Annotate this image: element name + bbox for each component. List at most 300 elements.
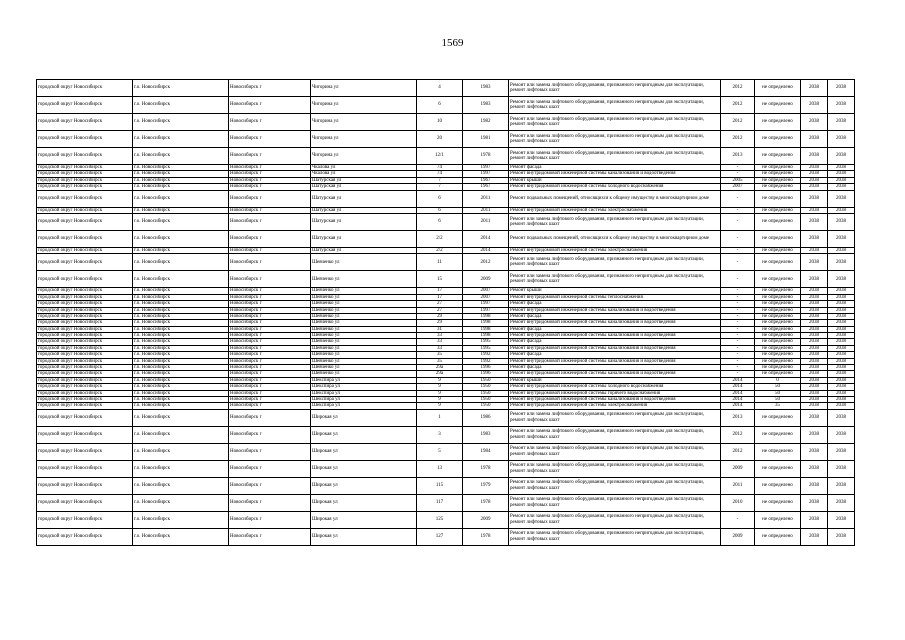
cell-house: 29 <box>417 320 463 326</box>
cell-plan2: 2038 <box>828 409 855 426</box>
cell-fact: - <box>721 294 755 300</box>
cell-status: не определено <box>755 477 801 494</box>
cell-plan1: 2038 <box>801 352 828 358</box>
cell-work: Ремонт крыши <box>509 288 721 294</box>
cell-city: Новосибирск г <box>229 396 311 402</box>
table-row <box>37 477 855 494</box>
table-row <box>37 114 855 131</box>
cell-plan2: 2038 <box>828 131 855 148</box>
cell-status: не определено <box>755 207 801 213</box>
cell-year: 2014 <box>463 247 509 253</box>
cell-status: 50 <box>755 390 801 396</box>
cell-street: Широкая ул <box>311 494 417 511</box>
cell-fact: 2013 <box>721 148 755 165</box>
table-row <box>37 131 855 148</box>
cell-year: 1950 <box>463 390 509 396</box>
cell-okrug: городской округ Новосибирск <box>37 254 133 271</box>
cell-okrug: городской округ Новосибирск <box>37 358 133 364</box>
cell-work: Ремонт или замена лифтового оборудования, признанного непригодным для эксплуатации, ремонт лифтовых шахт <box>509 80 721 97</box>
cell-street: Шатурская ул <box>311 247 417 253</box>
cell-plan1: 2038 <box>801 511 828 528</box>
cell-plan2: 2038 <box>828 403 855 409</box>
cell-work: Ремонт или замена лифтового оборудования, признанного непригодным для эксплуатации, ремонт лифтовых шахт <box>509 460 721 477</box>
table-row <box>37 148 855 165</box>
cell-okrug: городской округ Новосибирск <box>37 271 133 288</box>
cell-okrug: городской округ Новосибирск <box>37 230 133 247</box>
cell-status: не определено <box>755 213 801 230</box>
cell-plan2: 2038 <box>828 254 855 271</box>
cell-city: Новосибирск г <box>229 165 311 171</box>
cell-okrug: городской округ Новосибирск <box>37 213 133 230</box>
cell-work: Ремонт внутридомовой инженерной системы канализования и водоотведения <box>509 358 721 364</box>
cell-okrug: городской округ Новосибирск <box>37 409 133 426</box>
cell-work: Ремонт внутридомовой инженерной системы теплоснабжения <box>509 294 721 300</box>
cell-year: 1992 <box>463 352 509 358</box>
cell-plan1: 2038 <box>801 494 828 511</box>
cell-obrazovanie: г.о. Новосибирск <box>133 207 229 213</box>
cell-house: 74 <box>417 165 463 171</box>
cell-status: не определено <box>755 352 801 358</box>
cell-obrazovanie: г.о. Новосибирск <box>133 460 229 477</box>
cell-status: не определено <box>755 494 801 511</box>
cell-street: Шевченко ул <box>311 307 417 313</box>
cell-fact: 2009 <box>721 528 755 545</box>
cell-street: Шевченко ул <box>311 320 417 326</box>
cell-okrug: городской округ Новосибирск <box>37 301 133 307</box>
cell-year: 1997 <box>463 171 509 177</box>
cell-status: 0 <box>755 377 801 383</box>
cell-year: 1983 <box>463 97 509 114</box>
cell-obrazovanie: г.о. Новосибирск <box>133 377 229 383</box>
cell-okrug: городской округ Новосибирск <box>37 148 133 165</box>
cell-house: 9 <box>417 377 463 383</box>
cell-plan1: 2038 <box>801 307 828 313</box>
cell-fact: 2012 <box>721 114 755 131</box>
cell-plan2: 2038 <box>828 528 855 545</box>
cell-plan2: 2038 <box>828 426 855 443</box>
cell-work: Ремонт или замена лифтового оборудования, признанного непригодным для эксплуатации, ремонт лифтовых шахт <box>509 528 721 545</box>
cell-work: Ремонт внутридомовой инженерной системы канализования и водоотведения <box>509 333 721 339</box>
cell-fact: 2012 <box>721 80 755 97</box>
cell-plan1: 2038 <box>801 213 828 230</box>
cell-obrazovanie: г.о. Новосибирск <box>133 190 229 207</box>
cell-fact: 2012 <box>721 443 755 460</box>
cell-street: Шатурская ул <box>311 177 417 183</box>
cell-obrazovanie: г.о. Новосибирск <box>133 184 229 190</box>
cell-obrazovanie: г.о. Новосибирск <box>133 403 229 409</box>
cell-work: Ремонт внутридомовой инженерной системы канализования и водоотведения <box>509 320 721 326</box>
cell-street: Шевченко ул <box>311 371 417 377</box>
cell-fact: - <box>721 230 755 247</box>
cell-city: Новосибирск г <box>229 352 311 358</box>
cell-house: 33 <box>417 333 463 339</box>
cell-obrazovanie: г.о. Новосибирск <box>133 131 229 148</box>
cell-house: 12/1 <box>417 148 463 165</box>
cell-obrazovanie: г.о. Новосибирск <box>133 177 229 183</box>
cell-fact: 2012 <box>721 131 755 148</box>
table-row <box>37 494 855 511</box>
cell-street: Шевченко ул <box>311 333 417 339</box>
cell-fact: - <box>721 320 755 326</box>
cell-obrazovanie: г.о. Новосибирск <box>133 365 229 371</box>
cell-city: Новосибирск г <box>229 301 311 307</box>
cell-house: 6 <box>417 207 463 213</box>
cell-city: Новосибирск г <box>229 358 311 364</box>
cell-street: Чигорина ул <box>311 148 417 165</box>
cell-plan2: 2038 <box>828 301 855 307</box>
cell-obrazovanie: г.о. Новосибирск <box>133 409 229 426</box>
cell-city: Новосибирск г <box>229 333 311 339</box>
cell-plan2: 2038 <box>828 313 855 319</box>
cell-work: Ремонт фасада <box>509 326 721 332</box>
cell-fact: 2009 <box>721 460 755 477</box>
cell-obrazovanie: г.о. Новосибирск <box>133 396 229 402</box>
cell-status: не определено <box>755 294 801 300</box>
cell-house: 33 <box>417 339 463 345</box>
cell-year: 1998 <box>463 326 509 332</box>
cell-okrug: городской округ Новосибирск <box>37 528 133 545</box>
cell-street: Широкая ул <box>311 460 417 477</box>
cell-plan2: 2038 <box>828 148 855 165</box>
cell-status: не определено <box>755 148 801 165</box>
cell-plan2: 2038 <box>828 207 855 213</box>
cell-year: 1983 <box>463 80 509 97</box>
cell-status: не определено <box>755 230 801 247</box>
cell-work: Ремонт фасада <box>509 365 721 371</box>
cell-street: Шевченко ул <box>311 339 417 345</box>
cell-obrazovanie: г.о. Новосибирск <box>133 511 229 528</box>
cell-okrug: городской округ Новосибирск <box>37 190 133 207</box>
cell-house: 117 <box>417 494 463 511</box>
cell-fact: 2014 <box>721 390 755 396</box>
table-row <box>37 511 855 528</box>
cell-fact: - <box>721 352 755 358</box>
cell-city: Новосибирск г <box>229 403 311 409</box>
cell-house: 20 <box>417 131 463 148</box>
cell-work: Ремонт подвальных помещений, относящихся к общему имуществу в многоквартирном доме <box>509 190 721 207</box>
cell-status: не определено <box>755 443 801 460</box>
cell-year: 2007 <box>463 288 509 294</box>
cell-okrug: городской округ Новосибирск <box>37 326 133 332</box>
cell-work: Ремонт внутридомовой инженерной системы канализования и водоотведения <box>509 345 721 351</box>
cell-plan2: 2038 <box>828 213 855 230</box>
cell-street: Чкалова ул <box>311 165 417 171</box>
cell-fact: 2007 <box>721 184 755 190</box>
table-row <box>37 528 855 545</box>
cell-plan2: 2038 <box>828 326 855 332</box>
cell-okrug: городской округ Новосибирск <box>37 396 133 402</box>
cell-work: Ремонт фасада <box>509 165 721 171</box>
cell-obrazovanie: г.о. Новосибирск <box>133 339 229 345</box>
cell-obrazovanie: г.о. Новосибирск <box>133 313 229 319</box>
table-row <box>37 460 855 477</box>
cell-plan2: 2038 <box>828 460 855 477</box>
cell-work: Ремонт внутридомовой инженерной системы канализования и водоотведения <box>509 171 721 177</box>
cell-okrug: городской округ Новосибирск <box>37 131 133 148</box>
cell-plan1: 2038 <box>801 333 828 339</box>
cell-obrazovanie: г.о. Новосибирск <box>133 254 229 271</box>
cell-year: 1967 <box>463 184 509 190</box>
cell-city: Новосибирск г <box>229 384 311 390</box>
cell-plan2: 2038 <box>828 288 855 294</box>
cell-okrug: городской округ Новосибирск <box>37 371 133 377</box>
cell-okrug: городской округ Новосибирск <box>37 320 133 326</box>
cell-street: Шевченко ул <box>311 271 417 288</box>
cell-okrug: городской округ Новосибирск <box>37 460 133 477</box>
cell-fact: - <box>721 511 755 528</box>
cell-city: Новосибирск г <box>229 313 311 319</box>
cell-street: Шевченко ул <box>311 254 417 271</box>
cell-plan2: 2038 <box>828 190 855 207</box>
cell-fact: 2012 <box>721 97 755 114</box>
cell-house: 6 <box>417 97 463 114</box>
cell-work: Ремонт или замена лифтового оборудования, признанного непригодным для эксплуатации, ремонт лифтовых шахт <box>509 97 721 114</box>
cell-street: Широкая ул <box>311 511 417 528</box>
cell-year: 2009 <box>463 271 509 288</box>
cell-status: не определено <box>755 345 801 351</box>
cell-work: Ремонт или замена лифтового оборудования, признанного непригодным для эксплуатации, ремонт лифтовых шахт <box>509 271 721 288</box>
cell-house: 74 <box>417 171 463 177</box>
cell-okrug: городской округ Новосибирск <box>37 345 133 351</box>
cell-plan1: 2038 <box>801 477 828 494</box>
cell-house: 7 <box>417 184 463 190</box>
cell-obrazovanie: г.о. Новосибирск <box>133 247 229 253</box>
cell-plan2: 2038 <box>828 333 855 339</box>
cell-plan1: 2038 <box>801 409 828 426</box>
cell-year: 1986 <box>463 409 509 426</box>
cell-okrug: городской округ Новосибирск <box>37 207 133 213</box>
cell-obrazovanie: г.о. Новосибирск <box>133 97 229 114</box>
cell-city: Новосибирск г <box>229 460 311 477</box>
cell-status: не определено <box>755 426 801 443</box>
cell-street: Широкая ул <box>311 409 417 426</box>
cell-year: 2011 <box>463 207 509 213</box>
cell-house: 6 <box>417 213 463 230</box>
cell-plan2: 2038 <box>828 165 855 171</box>
cell-status: не определено <box>755 409 801 426</box>
cell-house: 27 <box>417 301 463 307</box>
cell-obrazovanie: г.о. Новосибирск <box>133 477 229 494</box>
cell-work: Ремонт внутридомовой инженерной системы холодного водоснабжения <box>509 184 721 190</box>
cell-work: Ремонт фасада <box>509 301 721 307</box>
cell-status: не определено <box>755 358 801 364</box>
cell-fact: - <box>721 207 755 213</box>
cell-year: 1997 <box>463 307 509 313</box>
cell-city: Новосибирск г <box>229 190 311 207</box>
cell-plan2: 2038 <box>828 345 855 351</box>
cell-work: Ремонт или замена лифтового оборудования, признанного непригодным для эксплуатации, ремонт лифтовых шахт <box>509 213 721 230</box>
cell-okrug: городской округ Новосибирск <box>37 377 133 383</box>
cell-work: Ремонт или замена лифтового оборудования, признанного непригодным для эксплуатации, ремонт лифтовых шахт <box>509 114 721 131</box>
cell-year: 1978 <box>463 528 509 545</box>
cell-street: Шатурская ул <box>311 207 417 213</box>
cell-obrazovanie: г.о. Новосибирск <box>133 494 229 511</box>
cell-obrazovanie: г.о. Новосибирск <box>133 213 229 230</box>
cell-city: Новосибирск г <box>229 477 311 494</box>
cell-house: 15 <box>417 271 463 288</box>
cell-fact: - <box>721 190 755 207</box>
cell-city: Новосибирск г <box>229 207 311 213</box>
cell-okrug: городской округ Новосибирск <box>37 80 133 97</box>
cell-plan1: 2038 <box>801 288 828 294</box>
cell-plan2: 2038 <box>828 307 855 313</box>
cell-house: 127 <box>417 528 463 545</box>
cell-city: Новосибирск г <box>229 213 311 230</box>
cell-year: 1998 <box>463 333 509 339</box>
cell-plan2: 2038 <box>828 294 855 300</box>
cell-status: не определено <box>755 333 801 339</box>
cell-obrazovanie: г.о. Новосибирск <box>133 114 229 131</box>
cell-status: не определено <box>755 131 801 148</box>
cell-city: Новосибирск г <box>229 288 311 294</box>
cell-work: Ремонт фасада <box>509 352 721 358</box>
cell-plan1: 2038 <box>801 371 828 377</box>
cell-house: 17 <box>417 288 463 294</box>
cell-city: Новосибирск г <box>229 114 311 131</box>
cell-city: Новосибирск г <box>229 184 311 190</box>
cell-obrazovanie: г.о. Новосибирск <box>133 320 229 326</box>
cell-okrug: городской округ Новосибирск <box>37 403 133 409</box>
cell-house: 2/2 <box>417 247 463 253</box>
cell-street: Чигорина ул <box>311 131 417 148</box>
cell-plan2: 2038 <box>828 365 855 371</box>
cell-street: Шекспира ул <box>311 384 417 390</box>
cell-plan2: 2038 <box>828 171 855 177</box>
cell-year: 1978 <box>463 148 509 165</box>
cell-plan2: 2038 <box>828 390 855 396</box>
cell-house: 33 <box>417 345 463 351</box>
cell-city: Новосибирск г <box>229 494 311 511</box>
cell-work: Ремонт или замена лифтового оборудования, признанного непригодным для эксплуатации, ремонт лифтовых шахт <box>509 494 721 511</box>
cell-plan1: 2038 <box>801 80 828 97</box>
cell-street: Шатурская ул <box>311 184 417 190</box>
cell-status: не определено <box>755 307 801 313</box>
cell-plan1: 2038 <box>801 190 828 207</box>
cell-status: не определено <box>755 97 801 114</box>
cell-plan1: 2038 <box>801 207 828 213</box>
cell-house: 9 <box>417 390 463 396</box>
table-row <box>37 254 855 271</box>
cell-obrazovanie: г.о. Новосибирск <box>133 371 229 377</box>
cell-city: Новосибирск г <box>229 148 311 165</box>
cell-fact: 2014 <box>721 396 755 402</box>
cell-obrazovanie: г.о. Новосибирск <box>133 345 229 351</box>
cell-year: 1997 <box>463 301 509 307</box>
cell-okrug: городской округ Новосибирск <box>37 352 133 358</box>
cell-plan2: 2038 <box>828 320 855 326</box>
cell-okrug: городской округ Новосибирск <box>37 247 133 253</box>
cell-plan1: 2038 <box>801 165 828 171</box>
cell-street: Шевченко ул <box>311 358 417 364</box>
cell-street: Шевченко ул <box>311 345 417 351</box>
cell-house: 35 <box>417 358 463 364</box>
cell-street: Шевченко ул <box>311 294 417 300</box>
cell-status: не определено <box>755 371 801 377</box>
cell-fact: - <box>721 254 755 271</box>
cell-fact: 2014 <box>721 403 755 409</box>
cell-year: 1979 <box>463 477 509 494</box>
cell-street: Чигорина ул <box>311 97 417 114</box>
cell-year: 1998 <box>463 320 509 326</box>
cell-obrazovanie: г.о. Новосибирск <box>133 271 229 288</box>
cell-house: 115 <box>417 477 463 494</box>
cell-city: Новосибирск г <box>229 409 311 426</box>
cell-year: 1996 <box>463 371 509 377</box>
cell-house: 11 <box>417 254 463 271</box>
cell-plan1: 2038 <box>801 365 828 371</box>
cell-obrazovanie: г.о. Новосибирск <box>133 326 229 332</box>
cell-plan2: 2038 <box>828 184 855 190</box>
cell-year: 1996 <box>463 365 509 371</box>
cell-street: Шекспира ул <box>311 396 417 402</box>
cell-status: не определено <box>755 339 801 345</box>
cell-house: 17 <box>417 294 463 300</box>
cell-house: 13 <box>417 460 463 477</box>
cell-house: 6 <box>417 190 463 207</box>
cell-city: Новосибирск г <box>229 271 311 288</box>
cell-city: Новосибирск г <box>229 371 311 377</box>
cell-obrazovanie: г.о. Новосибирск <box>133 230 229 247</box>
cell-status: не определено <box>755 190 801 207</box>
cell-city: Новосибирск г <box>229 131 311 148</box>
cell-status: не определено <box>755 326 801 332</box>
cell-house: 31 <box>417 326 463 332</box>
cell-fact: 2005 <box>721 177 755 183</box>
cell-okrug: городской округ Новосибирск <box>37 426 133 443</box>
cell-house: 1 <box>417 409 463 426</box>
cell-street: Шатурская ул <box>311 230 417 247</box>
cell-status: 50 <box>755 396 801 402</box>
cell-fact: - <box>721 339 755 345</box>
cell-okrug: городской округ Новосибирск <box>37 443 133 460</box>
cell-house: 29 <box>417 313 463 319</box>
cell-fact: 2011 <box>721 477 755 494</box>
cell-city: Новосибирск г <box>229 230 311 247</box>
cell-okrug: городской округ Новосибирск <box>37 307 133 313</box>
cell-status: не определено <box>755 288 801 294</box>
cell-status: не определено <box>755 165 801 171</box>
cell-city: Новосибирск г <box>229 307 311 313</box>
cell-plan2: 2038 <box>828 177 855 183</box>
cell-plan1: 2038 <box>801 247 828 253</box>
cell-house: 9 <box>417 403 463 409</box>
cell-fact: - <box>721 171 755 177</box>
cell-city: Новосибирск г <box>229 80 311 97</box>
cell-street: Шатурская ул <box>311 190 417 207</box>
cell-city: Новосибирск г <box>229 247 311 253</box>
cell-work: Ремонт крыши <box>509 377 721 383</box>
cell-plan1: 2038 <box>801 148 828 165</box>
cell-status: не определено <box>755 271 801 288</box>
cell-street: Шевченко ул <box>311 313 417 319</box>
cell-plan1: 2038 <box>801 460 828 477</box>
cell-fact: - <box>721 271 755 288</box>
cell-plan2: 2038 <box>828 339 855 345</box>
cell-street: Шатурская ул <box>311 213 417 230</box>
cell-fact: - <box>721 345 755 351</box>
cell-plan1: 2038 <box>801 184 828 190</box>
cell-plan1: 2038 <box>801 403 828 409</box>
cell-city: Новосибирск г <box>229 326 311 332</box>
cell-obrazovanie: г.о. Новосибирск <box>133 165 229 171</box>
cell-city: Новосибирск г <box>229 254 311 271</box>
cell-fact: - <box>721 213 755 230</box>
cell-okrug: городской округ Новосибирск <box>37 171 133 177</box>
cell-plan1: 2038 <box>801 326 828 332</box>
table-row <box>37 97 855 114</box>
cell-work: Ремонт внутридомовой инженерной системы канализования и водоотведения <box>509 307 721 313</box>
cell-city: Новосибирск г <box>229 443 311 460</box>
